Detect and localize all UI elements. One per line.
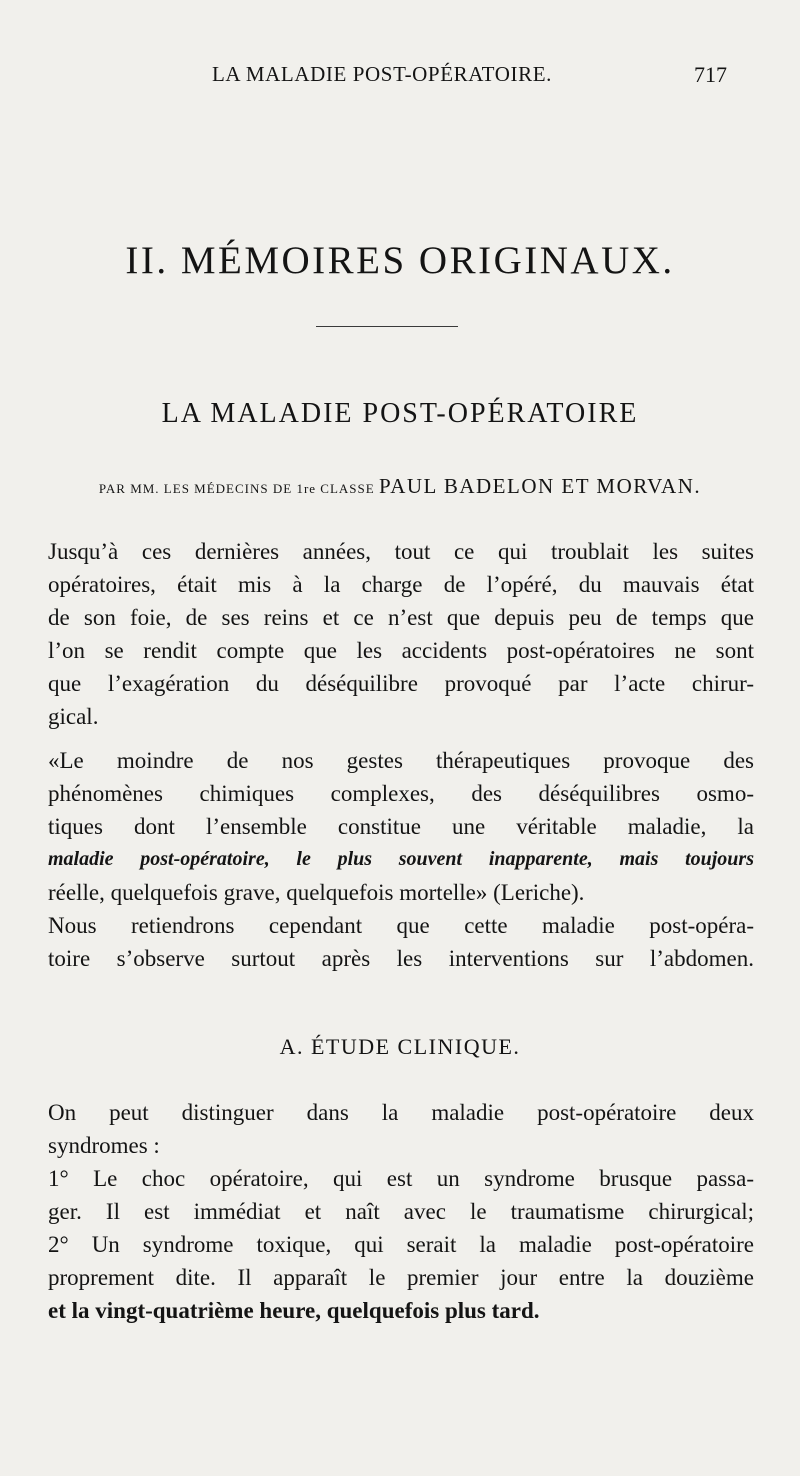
text-line: l’on se rendit compte que les accidents post-opératoires ne sont — [48, 638, 754, 663]
text-line: Jusqu’à ces dernières années, tout ce qui troublait les suites — [48, 539, 754, 564]
text-line: 2° Un syndrome toxique, qui serait la maladie post-opératoire — [48, 1232, 754, 1257]
text-line: et la vingt-quatrième heure, quelquefois plus tard. — [48, 1298, 540, 1323]
text-line: «Le moindre de nos gestes thérapeutiques provoque des — [48, 748, 754, 773]
text-line: ger. Il est immédiat et naît avec le traumatisme chirurgical; — [48, 1199, 754, 1224]
text-line: de son foie, de ses reins et ce n’est que depuis peu de temps que — [48, 605, 754, 630]
byline — [0, 474, 800, 499]
text-line: proprement dite. Il apparaît le premier jour entre la douzième — [48, 1265, 754, 1290]
text-line: tiques dont l’ensemble constitue une véritable maladie, la — [48, 814, 754, 839]
article-title: LA MALADIE POST-OPÉRATOIRE — [161, 398, 639, 429]
running-head-title: LA MALADIE POST-OPÉRATOIRE. — [212, 62, 552, 86]
byline-authors: PAUL BADELON ET MORVAN. — [378, 474, 702, 498]
text-line: toire s’observe surtout après les interventions sur l’abdomen. — [48, 946, 754, 971]
text-line: Nous retiendrons cependant que cette maladie post-opéra- — [48, 913, 754, 938]
paragraph-3 — [48, 1096, 754, 1327]
text-line: opératoires, était mis à la charge de l’opéré, du mauvais état — [48, 572, 754, 597]
byline-prefix: PAR MM. LES MÉDECINS DE 1re CLASSE — [98, 481, 375, 496]
page-number: 717 — [694, 62, 727, 87]
text-line: que l’exagération du déséquilibre provoqué par l’acte chirur- — [48, 671, 754, 696]
text-line: phénomènes chimiques complexes, des déséquilibres osmo- — [48, 781, 754, 806]
text-line: 1° Le choc opératoire, qui est un syndrome brusque passa- — [48, 1166, 754, 1191]
running-head — [0, 62, 800, 92]
section-title: II. MÉMOIRES ORIGINAUX. — [125, 239, 675, 282]
text-line: On peut distinguer dans la maladie post-opératoire deux — [48, 1100, 754, 1125]
text-line: gical. — [48, 704, 99, 729]
paragraph-1 — [48, 535, 754, 733]
text-line: syndromes : — [48, 1133, 160, 1158]
text-line: réelle, quelquefois grave, quelquefois mortelle» (Leriche). — [48, 880, 585, 905]
text-line: maladie post-opératoire, le plus souvent inapparente, mais toujours — [48, 848, 754, 870]
paragraph-2 — [48, 744, 754, 975]
subheading: A. ÉTUDE CLINIQUE. — [279, 1034, 521, 1059]
divider-rule — [316, 326, 458, 327]
